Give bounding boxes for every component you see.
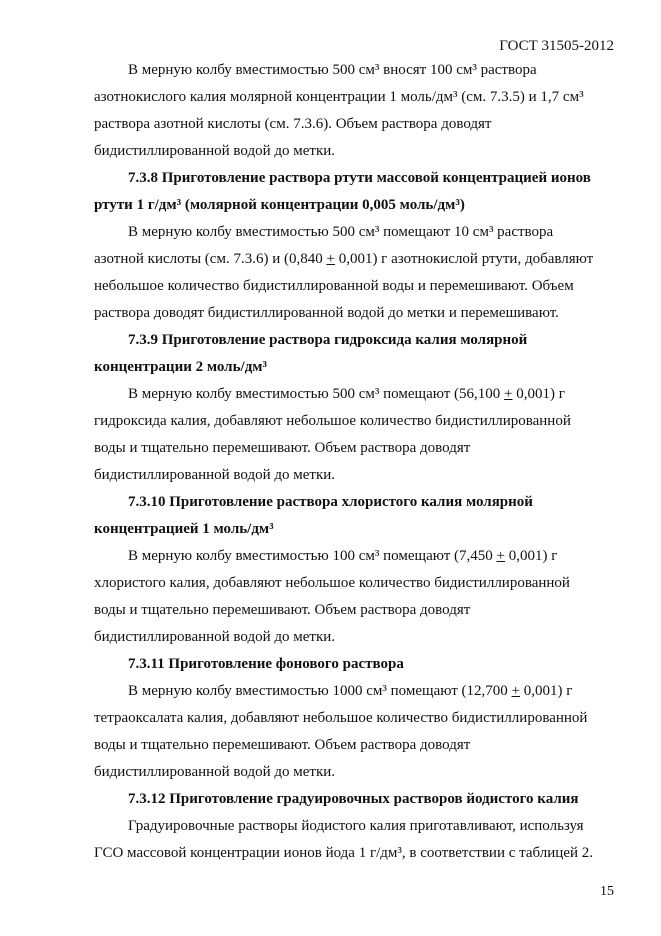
paragraph-line: ГСО массовой концентрации ионов йода 1 г/дм³, в соответствии с таблицей 2. (94, 845, 594, 861)
section-heading: 7.3.8 Приготовление раствора ртути массовой концентрацией ионов (128, 170, 591, 186)
paragraph-line: бидистиллированной водой до метки. (94, 143, 336, 159)
paragraph-line: азотнокислого калия молярной концентрации 1 моль/дм³ (см. 7.3.5) и 1,7 см³ (94, 89, 584, 105)
paragraph-line: В мерную колбу вместимостью 500 см³ вносят 100 см³ раствора (128, 62, 537, 78)
paragraph-line: Градуировочные растворы йодистого калия приготавливают, используя (128, 818, 584, 834)
paragraph-line: бидистиллированной водой до метки. (94, 467, 336, 483)
plus-minus-sign: + (511, 683, 521, 699)
paragraph-line: гидроксида калия, добавляют небольшое количество бидистиллированной (94, 413, 571, 429)
paragraph-line: хлористого калия, добавляют небольшое количество бидистиллированной (94, 575, 570, 591)
standard-header: ГОСТ 31505-2012 (499, 38, 614, 54)
document-body (94, 57, 614, 867)
section-heading: 7.3.11 Приготовление фонового раствора (128, 656, 404, 672)
paragraph-line: бидистиллированной водой до метки. (94, 764, 336, 780)
paragraph-line: тетраоксалата калия, добавляют небольшое количество бидистиллированной (94, 710, 588, 726)
section-heading: 7.3.10 Приготовление раствора хлористого калия молярной (128, 494, 533, 510)
paragraph-line: воды и тщательно перемешивают. Объем раствора доводят (94, 440, 471, 456)
plus-minus-sign: + (326, 251, 335, 267)
paragraph-line: В мерную колбу вместимостью 1000 см³ помещают (12,700 + 0,001) г (128, 683, 573, 699)
paragraph-line: небольшое количество бидистиллированной воды и перемешивают. Объем (94, 278, 574, 294)
paragraph-line: раствора азотной кислоты (см. 7.3.6). Объем раствора доводят (94, 116, 492, 132)
paragraph-line: воды и тщательно перемешивают. Объем раствора доводят (94, 602, 471, 618)
plus-minus-sign: + (496, 548, 506, 564)
section-heading: концентрацией 1 моль/дм³ (94, 521, 274, 537)
plus-minus-sign: + (504, 386, 513, 402)
paragraph-line: бидистиллированной водой до метки. (94, 629, 336, 645)
paragraph-line: В мерную колбу вместимостью 500 см³ помещают (56,100 + 0,001) г (128, 386, 565, 402)
section-heading: 7.3.12 Приготовление градуировочных растворов йодистого калия (128, 791, 579, 807)
paragraph-line: В мерную колбу вместимостью 500 см³ помещают 10 см³ раствора (128, 224, 554, 240)
paragraph-line: В мерную колбу вместимостью 100 см³ помещают (7,450 + 0,001) г (128, 548, 558, 564)
section-heading: ртути 1 г/дм³ (молярной концентрации 0,005 моль/дм³) (94, 197, 465, 213)
paragraph-line: азотной кислоты (см. 7.3.6) и (0,840 + 0,001) г азотнокислой ртути, добавляют (94, 251, 594, 267)
page-number: 15 (600, 884, 614, 899)
paragraph-line: воды и тщательно перемешивают. Объем раствора доводят (94, 737, 471, 753)
section-heading: 7.3.9 Приготовление раствора гидроксида калия молярной (128, 332, 528, 348)
paragraph-line: раствора доводят бидистиллированной водой до метки и перемешивают. (94, 305, 559, 321)
section-heading: концентрации 2 моль/дм³ (94, 359, 267, 375)
